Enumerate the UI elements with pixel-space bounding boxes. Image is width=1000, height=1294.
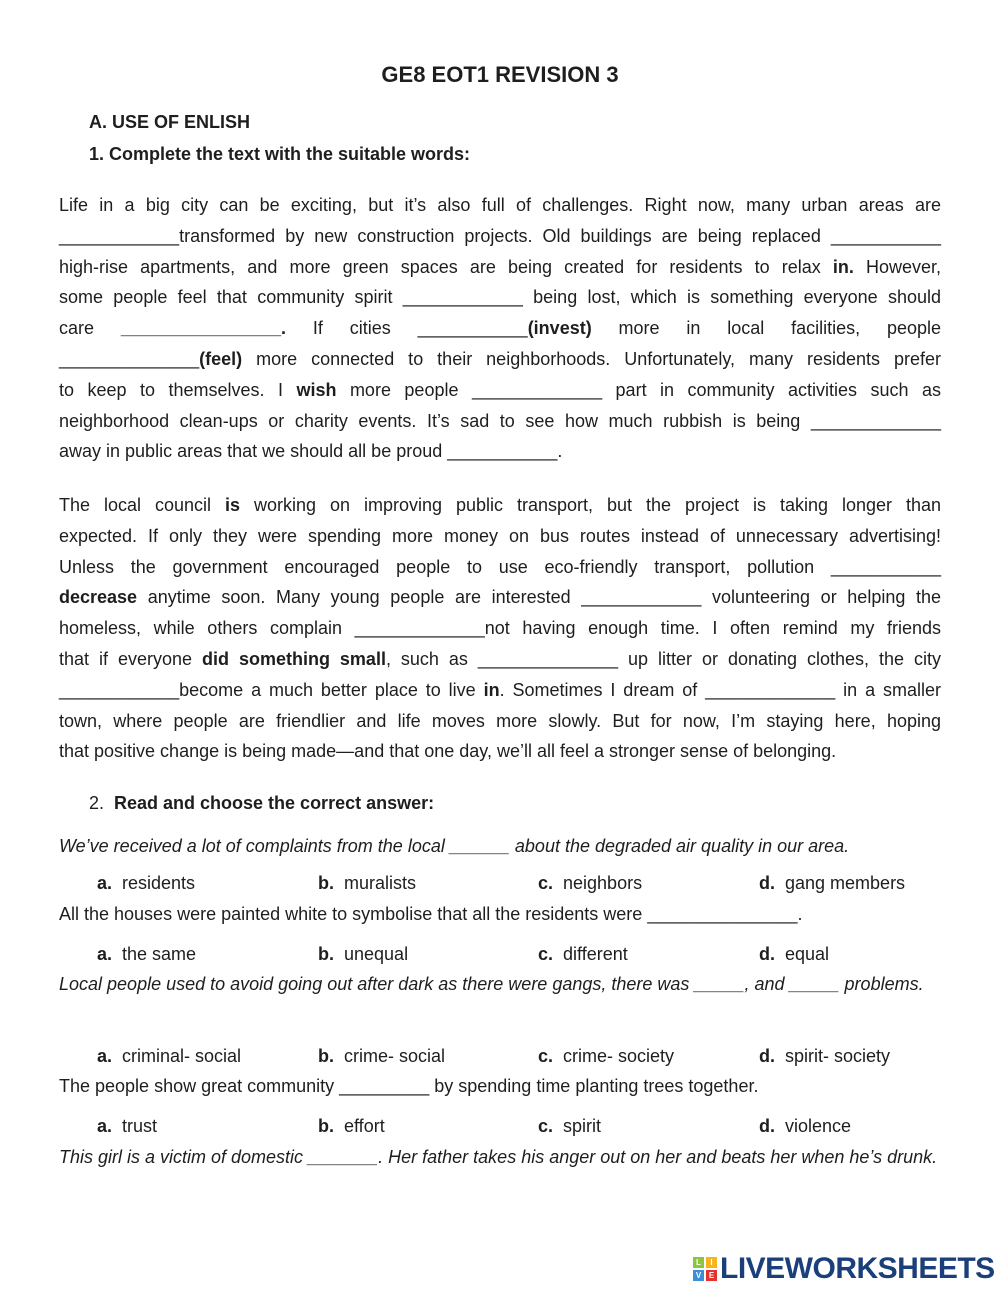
- text-segment: ____________transformed by new construction projects. Old buildings are being replaced ___________: [59, 225, 941, 246]
- answer-options: [97, 944, 957, 968]
- text-segment: more people _____________ part in community activities such as: [336, 379, 941, 400]
- logo-text: LIVEWORKSHEETS: [720, 1252, 995, 1285]
- option-text: crime- society: [563, 1046, 675, 1066]
- text-segment: more connected to their neighborhoods. Unfortunately, many residents prefer: [242, 348, 941, 369]
- logo-tile: I: [706, 1257, 717, 1268]
- bold-text: (feel): [199, 348, 243, 369]
- text-segment: anytime soon. Many young people are interested ____________ volunteering or helping the: [137, 587, 941, 608]
- option-text: spirit: [563, 1116, 602, 1136]
- paragraph-line: [59, 406, 941, 437]
- bold-text: ________________.: [120, 318, 287, 339]
- bold-text: decrease: [59, 587, 138, 608]
- bold-text: did something small: [201, 648, 386, 669]
- paragraph-line: [59, 221, 941, 252]
- answer-option[interactable]: [97, 873, 195, 894]
- option-text: the same: [122, 944, 197, 964]
- paragraph-line: [59, 582, 941, 613]
- text-segment: more in local facilities, people: [591, 318, 941, 339]
- bold-text: in: [483, 679, 500, 700]
- paragraph-line: [59, 706, 941, 737]
- option-letter: a.: [97, 1116, 113, 1136]
- text-segment: The local council: [59, 495, 225, 515]
- option-letter: b.: [318, 873, 334, 893]
- answer-option[interactable]: [318, 1116, 385, 1137]
- task-2-instruction: [89, 793, 434, 814]
- question-text: All the houses were painted white to symbolise that all the residents were _______________.: [59, 904, 803, 924]
- text-segment: some people feel that community spirit ____________ being lost, which is something everyone should: [59, 287, 941, 308]
- answer-option[interactable]: [538, 944, 628, 965]
- logo-tile: E: [706, 1270, 717, 1281]
- text-segment: However,: [853, 256, 941, 277]
- option-letter: c.: [538, 873, 554, 893]
- answer-option[interactable]: [759, 1046, 890, 1067]
- text-segment: If cities ___________: [286, 318, 528, 339]
- option-text: different: [563, 944, 628, 964]
- logo-tile: L: [693, 1257, 704, 1268]
- option-letter: c.: [538, 1046, 554, 1066]
- option-letter: c.: [538, 1116, 554, 1136]
- answer-option[interactable]: [759, 944, 829, 965]
- text-segment: ____________become a much better place to live: [59, 679, 484, 700]
- option-text: gang members: [785, 873, 906, 893]
- option-letter: d.: [759, 944, 775, 964]
- answer-option[interactable]: [318, 873, 416, 894]
- text-segment: neighborhood clean-ups or charity events. It’s sad to see how much rubbish is being _____________: [59, 410, 941, 431]
- answer-option[interactable]: [318, 1046, 445, 1067]
- text-segment: high-rise apartments, and more green spaces are being created for residents to relax: [59, 256, 833, 277]
- text-segment: . Sometimes I dream of _____________ in a smaller: [499, 679, 941, 700]
- paragraph-line: [59, 190, 941, 221]
- option-text: residents: [122, 873, 196, 893]
- option-letter: c.: [538, 944, 554, 964]
- answer-option[interactable]: [759, 873, 905, 894]
- answer-option[interactable]: [538, 1116, 601, 1137]
- question-text: This girl is a victim of domestic _______. Her father takes his anger out on her and beats her when he’s drunk.: [59, 1147, 938, 1167]
- option-text: violence: [785, 1116, 852, 1136]
- paragraph-line: [59, 313, 941, 344]
- text-segment: homeless, while others complain _____________not having enough time. I often remind my friends: [59, 618, 941, 639]
- option-letter: b.: [318, 944, 334, 964]
- option-text: effort: [344, 1116, 385, 1136]
- paragraph-line: [59, 436, 941, 467]
- paragraph-line: [59, 375, 941, 406]
- paragraph-line: [59, 644, 941, 675]
- logo-tiles-icon: [693, 1257, 717, 1281]
- text-segment: working on improving public transport, but the project is taking longer than: [240, 495, 942, 515]
- option-letter: b.: [318, 1116, 334, 1136]
- question-text: We’ve received a lot of complaints from the local ______ about the degraded air quality in our area.: [59, 836, 850, 856]
- bold-text: (invest): [527, 318, 592, 339]
- answer-options: [97, 1116, 957, 1140]
- paragraph-line: [59, 252, 941, 283]
- option-letter: d.: [759, 1046, 775, 1066]
- option-text: muralists: [344, 873, 417, 893]
- option-letter: d.: [759, 873, 775, 893]
- text-segment: ______________: [59, 348, 200, 369]
- option-text: criminal- social: [122, 1046, 242, 1066]
- option-letter: a.: [97, 944, 113, 964]
- paragraph-line: [59, 675, 941, 706]
- text-segment: care: [59, 318, 121, 339]
- liveworksheets-logo: [693, 1252, 995, 1286]
- option-text: unequal: [344, 944, 409, 964]
- answer-option[interactable]: [538, 1046, 674, 1067]
- paragraph-line: [59, 736, 941, 767]
- logo-tile: V: [693, 1270, 704, 1281]
- option-text: crime- social: [344, 1046, 446, 1066]
- option-text: trust: [122, 1116, 158, 1136]
- bold-text: is: [225, 495, 241, 515]
- text-segment: to keep to themselves. I: [59, 379, 297, 400]
- option-text: equal: [785, 944, 830, 964]
- answer-options: [97, 1046, 957, 1070]
- text-segment: town, where people are friendlier and life moves more slowly. But for now, I’m staying here, hoping: [59, 710, 941, 731]
- question-text: The people show great community _________ by spending time planting trees together.: [59, 1076, 759, 1096]
- text-segment: , such as ______________ up litter or donating clothes, the city: [385, 648, 941, 669]
- text-segment: Unless the government encouraged people to use eco-friendly transport, pollution ___________: [59, 556, 941, 577]
- paragraph-line: [59, 613, 941, 644]
- option-letter: d.: [759, 1116, 775, 1136]
- section-heading: A. USE OF ENLISH: [89, 112, 251, 132]
- page-title: GE8 EOT1 REVISION 3: [381, 62, 619, 87]
- answer-option[interactable]: [759, 1116, 851, 1137]
- text-segment: expected. If only they were spending more money on bus routes instead of unnecessary advertising!: [59, 525, 941, 546]
- option-text: neighbors: [563, 873, 643, 893]
- answer-options: [97, 873, 957, 897]
- option-letter: a.: [97, 1046, 113, 1066]
- text-segment: that positive change is being made—and that one day, we’ll all feel a stronger sense of belonging.: [59, 741, 837, 762]
- paragraph-1: [59, 190, 941, 467]
- task-2-text: Read and choose the correct answer:: [114, 793, 435, 813]
- paragraph-line: [59, 552, 941, 583]
- paragraph-line: [59, 344, 941, 375]
- answer-option[interactable]: [97, 1116, 157, 1137]
- option-letter: a.: [97, 873, 113, 893]
- answer-option[interactable]: [318, 944, 408, 965]
- option-text: spirit- society: [785, 1046, 891, 1066]
- answer-option[interactable]: [97, 944, 196, 965]
- paragraph-line: [59, 521, 941, 552]
- text-segment: that if everyone: [59, 648, 202, 669]
- task-2-number: 2.: [89, 793, 105, 813]
- option-letter: b.: [318, 1046, 334, 1066]
- paragraph-2: [59, 490, 941, 767]
- question-text: Local people used to avoid going out after dark as there were gangs, there was _____, and _____ problems.: [59, 974, 924, 994]
- bold-text: wish: [296, 379, 337, 400]
- answer-option[interactable]: [538, 873, 642, 894]
- text-segment: away in public areas that we should all be proud ___________.: [59, 441, 563, 462]
- paragraph-line: [59, 282, 941, 313]
- answer-option[interactable]: [97, 1046, 241, 1067]
- bold-text: in.: [832, 256, 854, 277]
- paragraph-line: [59, 490, 941, 521]
- task-1-instruction: 1. Complete the text with the suitable words:: [89, 144, 471, 164]
- text-segment: Life in a big city can be exciting, but it’s also full of challenges. Right now, many urban areas are: [59, 195, 941, 215]
